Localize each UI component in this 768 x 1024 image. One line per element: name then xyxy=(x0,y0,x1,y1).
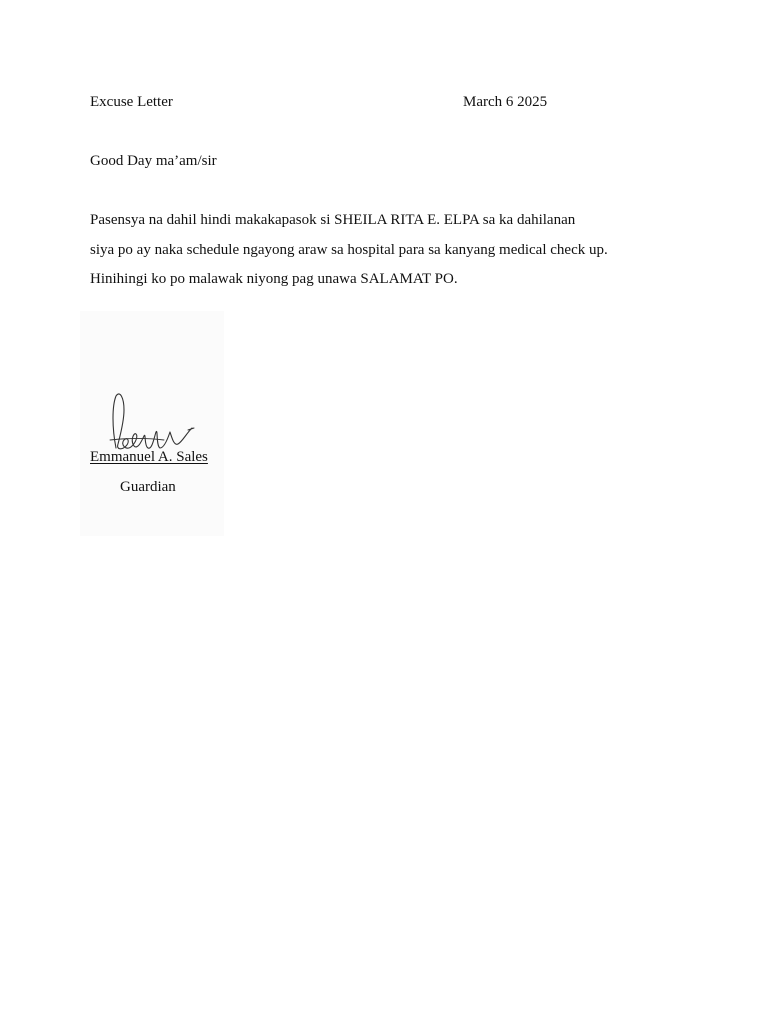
letter-greeting: Good Day ma’am/sir xyxy=(90,153,217,169)
letter-date: March 6 2025 xyxy=(463,94,548,110)
letter-title: Excuse Letter xyxy=(90,94,173,110)
signer-role: Guardian xyxy=(120,479,176,495)
letter-body-line: Hinihingi ko po malawak niyong pag unawa SALAMAT PO. xyxy=(90,271,458,287)
letter-body-line: Pasensya na dahil hindi makakapasok si SHEILA RITA E. ELPA sa ka dahilanan xyxy=(90,212,576,228)
letter-body-line: siya po ay naka schedule ngayong araw sa hospital para sa kanyang medical check up. xyxy=(90,242,608,258)
signer-name: Emmanuel A. Sales xyxy=(90,449,208,465)
